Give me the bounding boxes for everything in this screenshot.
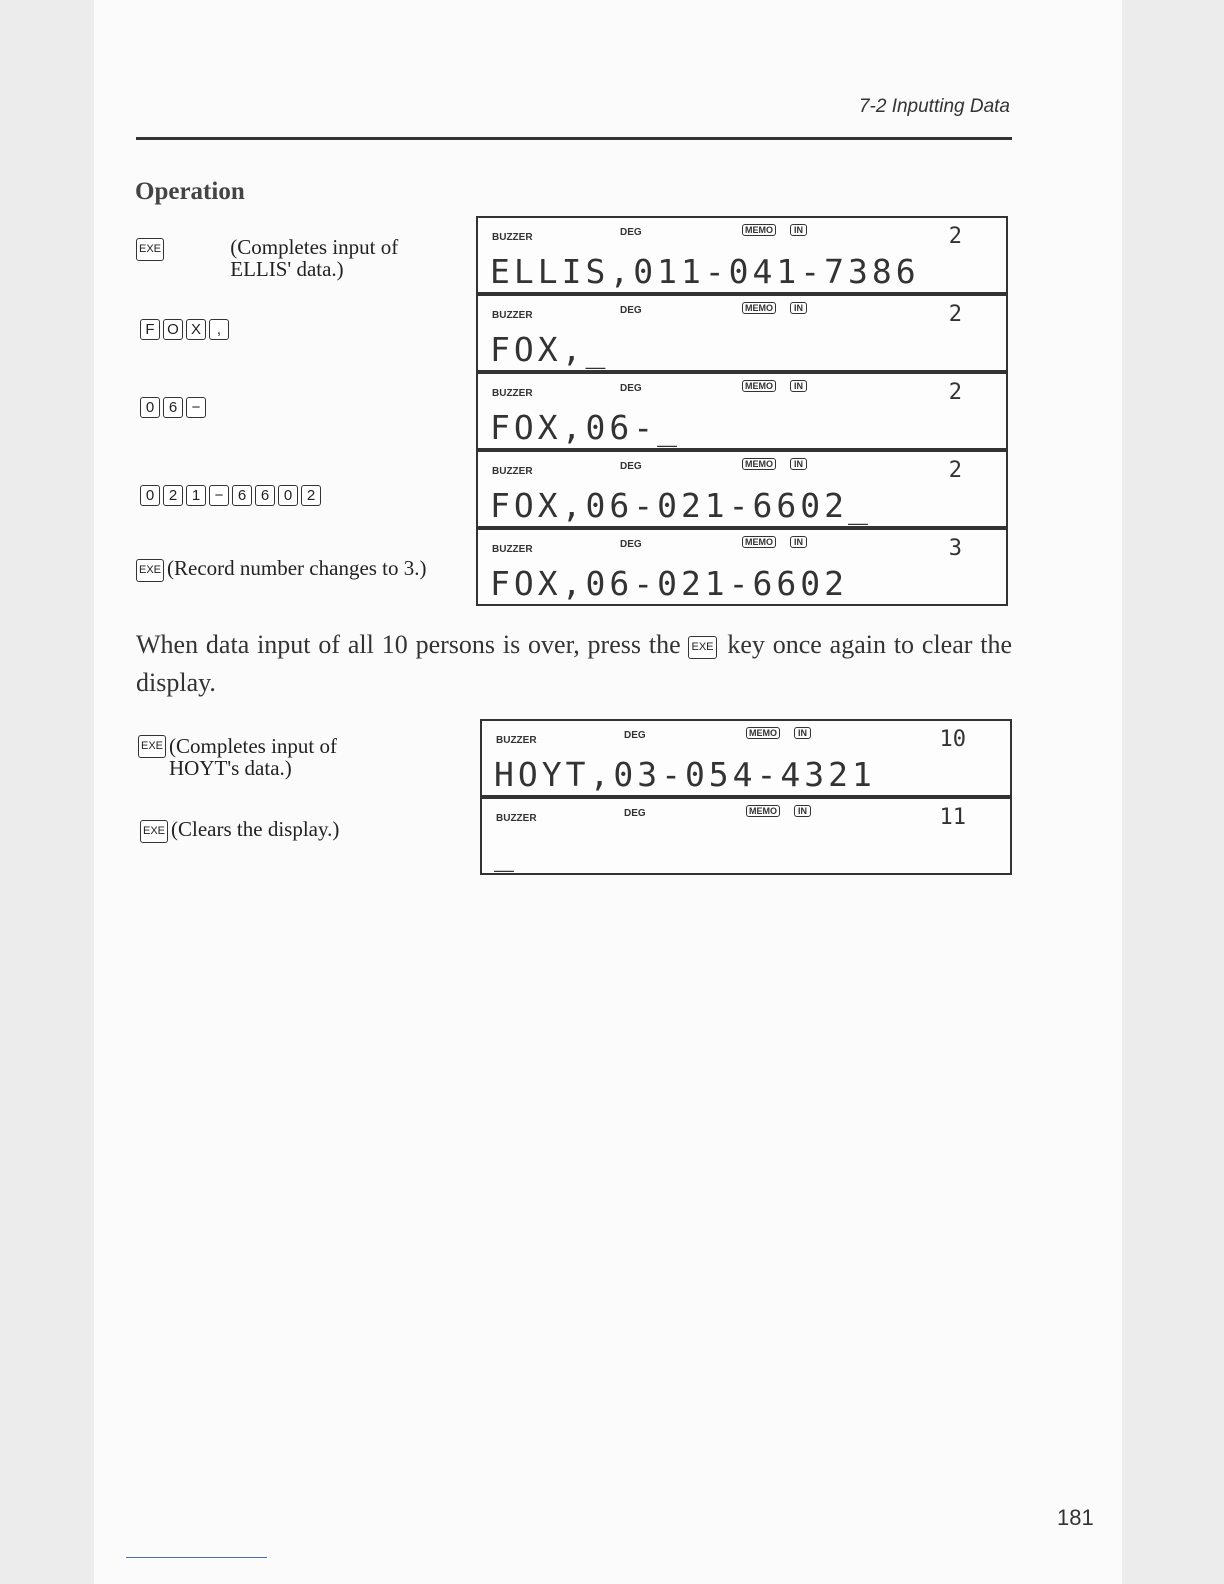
lcd-display — [476, 450, 1008, 528]
deg-indicator: DEG — [620, 539, 642, 550]
paragraph-text-before: When data input of all 10 persons is over, press the — [136, 630, 681, 659]
record-number: 2 — [948, 380, 962, 405]
lcd-display — [476, 216, 1008, 294]
key-minus[interactable]: − — [209, 485, 229, 506]
key-f[interactable]: F — [140, 319, 160, 340]
key-exe[interactable]: EXE — [136, 238, 164, 261]
deg-indicator: DEG — [624, 730, 646, 741]
record-number: 2 — [948, 302, 962, 327]
record-number: 11 — [939, 805, 966, 830]
key-0[interactable]: 0 — [140, 485, 160, 506]
key-exe[interactable]: EXE — [138, 735, 166, 758]
memo-indicator: MEMO — [742, 458, 776, 470]
section-title: Operation — [135, 178, 245, 205]
record-number: 2 — [948, 224, 962, 249]
in-indicator: IN — [790, 224, 807, 236]
in-indicator: IN — [790, 536, 807, 548]
memo-indicator: MEMO — [742, 536, 776, 548]
key-exe[interactable]: EXE — [140, 820, 168, 843]
body-paragraph — [136, 626, 1012, 702]
key-6[interactable]: 6 — [232, 485, 252, 506]
display-text: ELLIS,011-041-7386 — [490, 252, 920, 291]
running-header: 7-2 Inputting Data — [858, 96, 1010, 117]
lcd-display — [476, 372, 1008, 450]
record-number: 2 — [948, 458, 962, 483]
step-desc: (Record number changes to 3.) — [167, 556, 427, 580]
paragraph-text-after: key once again to clear the display. — [136, 630, 1013, 697]
memo-indicator: MEMO — [742, 224, 776, 236]
memo-indicator: MEMO — [746, 805, 780, 817]
buzzer-indicator: BUZZER — [492, 544, 533, 555]
step-6 — [138, 735, 458, 779]
in-indicator: IN — [790, 458, 807, 470]
buzzer-indicator: BUZZER — [492, 310, 533, 321]
step-3 — [140, 394, 209, 418]
record-number: 3 — [948, 536, 962, 561]
in-indicator: IN — [794, 727, 811, 739]
memo-indicator: MEMO — [746, 727, 780, 739]
key-x[interactable]: X — [186, 319, 206, 340]
buzzer-indicator: BUZZER — [492, 466, 533, 477]
lcd-display — [480, 797, 1012, 875]
deg-indicator: DEG — [620, 305, 642, 316]
step-desc: (Clears the display.) — [171, 817, 340, 841]
memo-indicator: MEMO — [742, 380, 776, 392]
buzzer-indicator: BUZZER — [496, 735, 537, 746]
key-1[interactable]: 1 — [186, 485, 206, 506]
display-text: FOX,_ — [490, 330, 610, 369]
display-text: _ — [494, 833, 518, 872]
in-indicator: IN — [790, 302, 807, 314]
key-0[interactable]: 0 — [278, 485, 298, 506]
lcd-display — [476, 294, 1008, 372]
key-o[interactable]: O — [163, 319, 183, 340]
lcd-display — [476, 528, 1008, 606]
in-indicator: IN — [790, 380, 807, 392]
buzzer-indicator: BUZZER — [492, 232, 533, 243]
buzzer-indicator: BUZZER — [492, 388, 533, 399]
deg-indicator: DEG — [620, 461, 642, 472]
step-1 — [136, 236, 436, 280]
page-number: 181 — [1057, 1505, 1094, 1530]
buzzer-indicator: BUZZER — [496, 813, 537, 824]
deg-indicator: DEG — [620, 227, 642, 238]
header-rule — [136, 137, 1012, 140]
key-2[interactable]: 2 — [163, 485, 183, 506]
memo-indicator: MEMO — [742, 302, 776, 314]
key-0[interactable]: 0 — [140, 397, 160, 418]
lcd-display — [480, 719, 1012, 797]
footer-line — [126, 1557, 267, 1558]
display-text: FOX,06-_ — [490, 408, 681, 447]
step-7 — [140, 818, 339, 843]
deg-indicator: DEG — [620, 383, 642, 394]
record-number: 10 — [939, 727, 966, 752]
key-minus[interactable]: − — [186, 397, 206, 418]
step-desc: (Completes input of ELLIS' data.) — [230, 235, 399, 281]
step-4 — [140, 482, 324, 506]
key-exe[interactable]: EXE — [688, 636, 716, 659]
step-desc: (Completes input of HOYT's data.) — [169, 734, 337, 780]
display-text: FOX,06-021-6602_ — [490, 486, 872, 525]
key-2[interactable]: 2 — [301, 485, 321, 506]
deg-indicator: DEG — [624, 808, 646, 819]
key-exe[interactable]: EXE — [136, 559, 164, 582]
step-5 — [136, 557, 427, 582]
in-indicator: IN — [794, 805, 811, 817]
display-text: FOX,06-021-6602 — [490, 564, 849, 603]
key-comma[interactable]: , — [209, 319, 229, 340]
key-6[interactable]: 6 — [255, 485, 275, 506]
display-text: HOYT,03-054-4321 — [494, 755, 876, 794]
step-2 — [140, 316, 232, 340]
key-6[interactable]: 6 — [163, 397, 183, 418]
